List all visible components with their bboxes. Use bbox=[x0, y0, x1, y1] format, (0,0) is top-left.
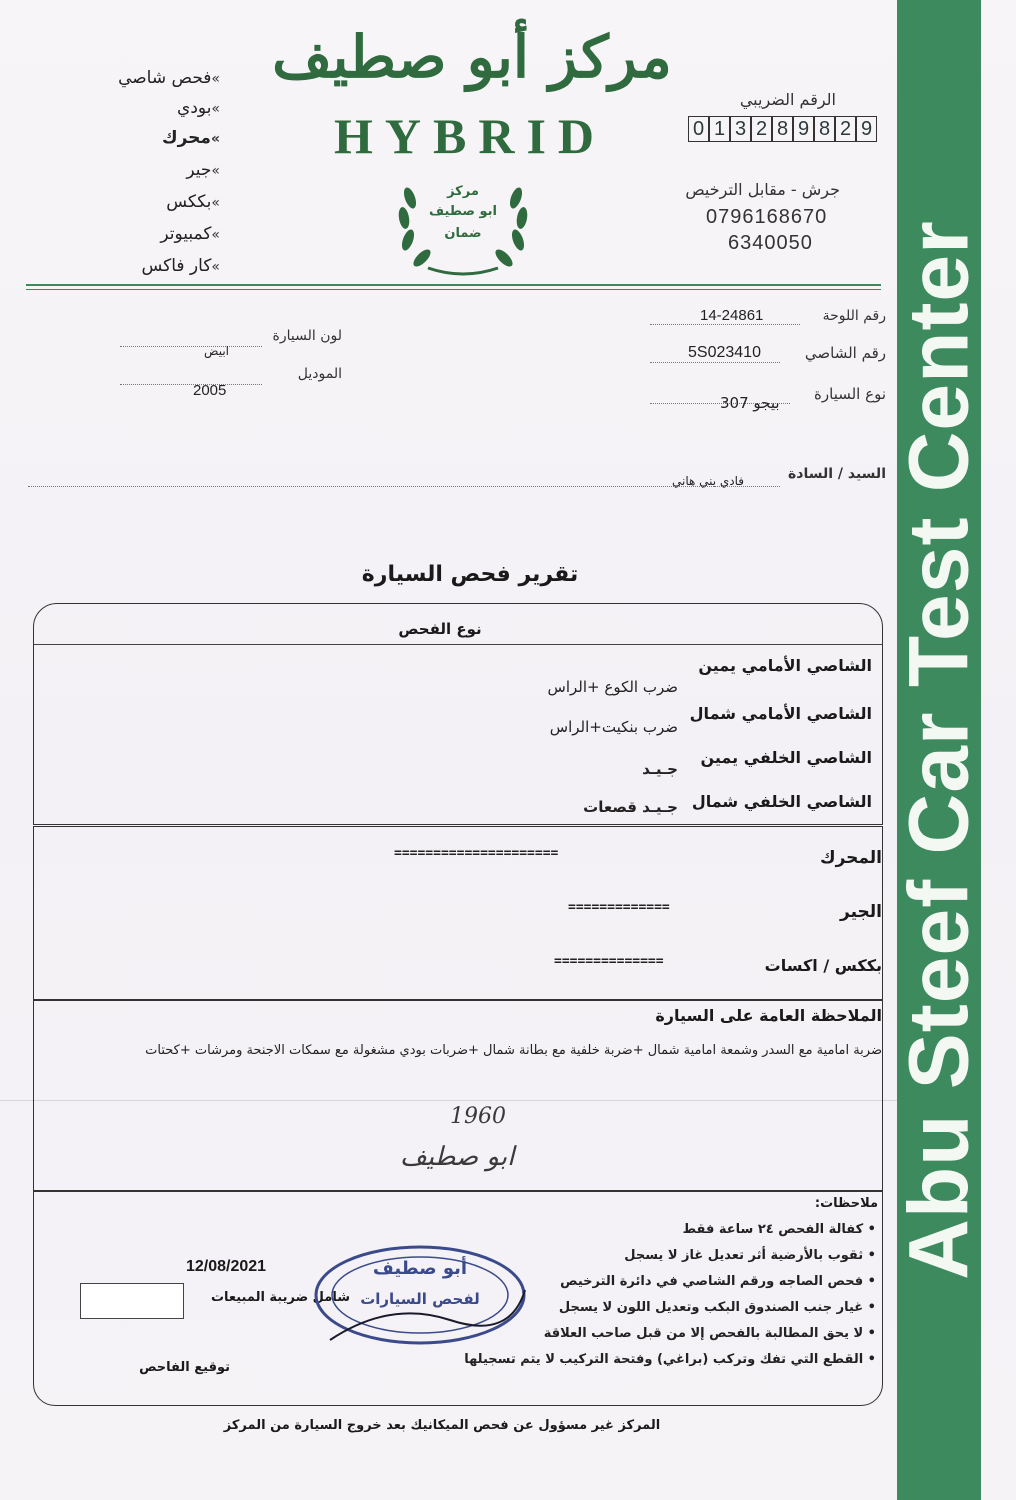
note-item: • غيار جنب الصندوق البكب وتعديل اللون لا يسجل bbox=[558, 1300, 876, 1315]
general-note-label: الملاحظة العامة على السيارة bbox=[655, 1006, 882, 1025]
handwritten-name: ابو صطيف bbox=[400, 1142, 515, 1172]
tax-digit: 8 bbox=[772, 116, 793, 142]
chassis-row-value: ضرب بنكيت+الراس bbox=[549, 718, 678, 736]
stamp-line-1: أبو صطيف bbox=[372, 1258, 468, 1279]
tax-digit: 1 bbox=[709, 116, 730, 142]
header-divider bbox=[26, 284, 881, 286]
model-field bbox=[120, 384, 262, 385]
chassis-value: 5S023410 bbox=[688, 344, 761, 361]
stamp-line-2: لفحص السيارات bbox=[360, 1290, 480, 1308]
header-divider-thin bbox=[26, 289, 881, 290]
tax-digit: 3 bbox=[730, 116, 751, 142]
chassis-row-label: الشاصي الأمامي شمال bbox=[689, 704, 872, 723]
footer-disclaimer: المركز غير مسؤول عن فحص الميكانيك بعد خروج السيارة من المركز bbox=[223, 1418, 661, 1433]
model-label: الموديل bbox=[297, 366, 342, 382]
owner-value: فادي بني هاني bbox=[672, 474, 745, 488]
tax-inclusive-label: شامل ضريبة المبيعات bbox=[210, 1290, 350, 1305]
plate-field bbox=[650, 324, 800, 325]
car-type-value: بيجو 307 bbox=[720, 394, 780, 412]
gear-label: الجير bbox=[840, 902, 882, 922]
axles-label: بككس / اكسات bbox=[764, 956, 882, 975]
general-note-text: ضربة امامية مع السدر وشمعة امامية شمال +ضربة خلفية مع بطانة شمال +ضربات بودي مشغولة مع سمكات الاجنحة ومرشات +كحتات bbox=[145, 1043, 882, 1058]
engine-value: ===================== bbox=[394, 846, 559, 861]
model-value: 2005 bbox=[193, 382, 227, 399]
chassis-row-value: جـيـد bbox=[642, 760, 678, 778]
axles-value: ============== bbox=[554, 954, 664, 969]
report-title: تقرير فحص السيارة bbox=[361, 562, 579, 587]
brand-english-logo: HYBRID bbox=[333, 108, 607, 164]
owner-field bbox=[28, 486, 780, 487]
plate-label: رقم اللوحة bbox=[822, 308, 886, 324]
service-item: »فحص شاصي bbox=[118, 68, 220, 88]
chassis-field bbox=[650, 362, 780, 363]
service-item: »بككس bbox=[166, 192, 220, 212]
service-item: »بودي bbox=[177, 98, 220, 118]
tax-digit: 0 bbox=[688, 116, 709, 142]
service-item: »محرك bbox=[162, 128, 220, 148]
seal-line-2: ابو صطيف bbox=[428, 204, 498, 219]
service-item: »كار فاكس bbox=[141, 256, 220, 276]
inspection-type-label: نوع الفحص bbox=[398, 620, 482, 638]
address-text: جرش - مقابل الترخيص bbox=[685, 180, 840, 199]
note-item: • القطع التي تفك وتركب (براغي) وفتحة التركيب لا يتم تسجيلها bbox=[464, 1352, 876, 1367]
color-label: لون السيارة bbox=[272, 328, 342, 344]
plate-value: 14-24861 bbox=[700, 307, 764, 324]
tax-number-label: الرقم الضريبي bbox=[739, 90, 836, 109]
phone-landline: 6340050 bbox=[728, 232, 813, 254]
inspector-signature-label: توقيع الفاحص bbox=[139, 1360, 230, 1375]
chassis-row-value: ضرب الكوع +الراس bbox=[547, 678, 678, 696]
chassis-row-label: الشاصي الخلفي شمال bbox=[691, 792, 872, 811]
note-item: • كفالة الفحص ٢٤ ساعة فقط bbox=[682, 1222, 876, 1237]
chassis-row-value: جـيـد قصعات bbox=[583, 798, 678, 816]
color-field bbox=[120, 346, 262, 347]
service-item: »كمبيوتر bbox=[160, 224, 220, 244]
service-item: »جير bbox=[186, 160, 220, 180]
chassis-label: رقم الشاصي bbox=[804, 344, 886, 362]
tax-number-boxes bbox=[688, 116, 877, 142]
tax-digit: 9 bbox=[793, 116, 814, 142]
gear-value: ============= bbox=[568, 900, 670, 915]
seal-line-1: مركز bbox=[447, 184, 479, 199]
engine-label: المحرك bbox=[819, 848, 882, 868]
phone-mobile: 0796168670 bbox=[706, 206, 828, 228]
note-item: • ثقوب بالأرضية أثر تعديل غاز لا يسجل bbox=[624, 1248, 876, 1263]
amount-box bbox=[80, 1283, 184, 1319]
notes-title: ملاحظات: bbox=[814, 1196, 878, 1211]
note-item: • فحص الصاجه ورقم الشاصي في دائرة الترخيص bbox=[560, 1274, 876, 1289]
seal-line-3: ضمان bbox=[444, 226, 482, 241]
chassis-row-label: الشاصي الخلفي يمين bbox=[700, 748, 872, 767]
tax-digit: 8 bbox=[814, 116, 835, 142]
car-type-label: نوع السيارة bbox=[814, 385, 886, 403]
tax-digit: 2 bbox=[835, 116, 856, 142]
chassis-row-label: الشاصي الأمامي يمين bbox=[698, 656, 872, 675]
inspection-type-row-divider bbox=[34, 644, 882, 645]
tax-digit: 9 bbox=[856, 116, 877, 142]
brand-arabic-logo: مركز أبو صطيف bbox=[272, 23, 672, 91]
owner-label: السيد / السادة bbox=[788, 466, 886, 482]
handwritten-number: 1960 bbox=[450, 1104, 506, 1129]
tax-digit: 2 bbox=[751, 116, 772, 142]
sidebar-brand-text: Abu Steef Car Test Center bbox=[891, 220, 986, 1280]
report-date: 12/08/2021 bbox=[186, 1258, 267, 1275]
color-value: ابيض bbox=[204, 344, 229, 358]
note-item: • لا يحق المطالبة بالفحص إلا من قبل صاحب العلاقة bbox=[543, 1326, 876, 1341]
